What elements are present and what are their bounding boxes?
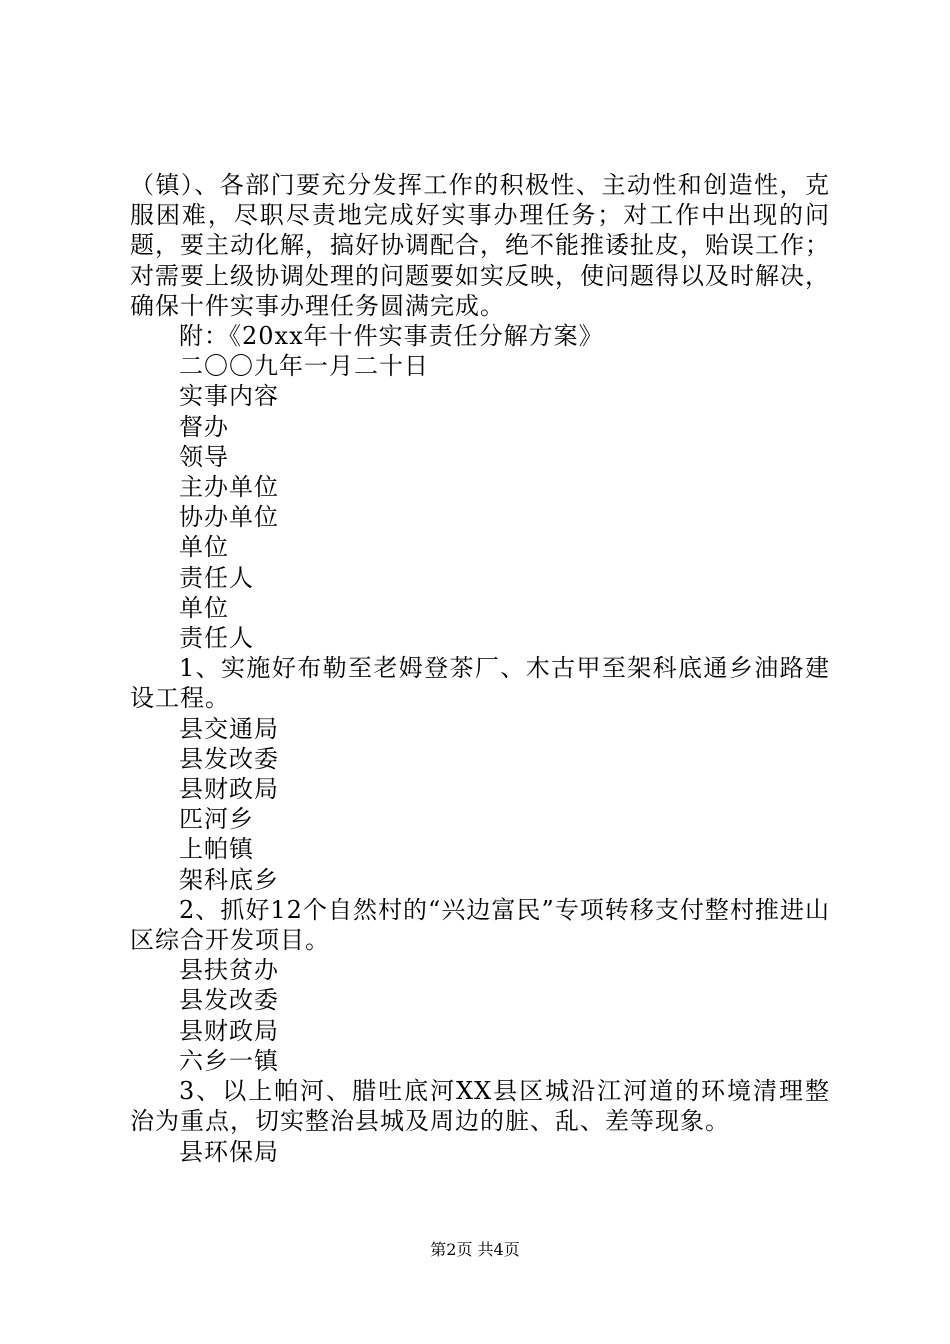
header-line: 督办 xyxy=(179,412,229,441)
unit-line: 县环保局 xyxy=(179,1137,279,1166)
header-line: 领导 xyxy=(179,442,229,471)
unit-line: 上帕镇 xyxy=(179,835,254,864)
unit-line: 县财政局 xyxy=(179,775,279,804)
item-3-text: 3、以上帕河、腊吐底河XX县区城沿江河道的环境清理整治为重点，切实整治县城及周边的脏、乱、差等现象。 xyxy=(130,1077,830,1136)
unit-line: 匹河乡 xyxy=(179,805,254,834)
header-line: 责任人 xyxy=(179,563,254,592)
paragraph-intro: （镇）、各部门要充分发挥工作的积极性、主动性和创造性，克服困难，尽职尽责地完成好实事办理任务；对工作中出现的问题，要主动化解，搞好协调配合，绝不能推诿扯皮，贻误工作；对需要上级协调处理的问题要如实反映，使问题得以及时解决，确保十件实事办理任务圆满完成。 xyxy=(130,171,830,320)
header-line: 协办单位 xyxy=(179,503,279,532)
unit-line: 县扶贫办 xyxy=(179,956,279,985)
header-line: 单位 xyxy=(179,533,229,562)
page-footer: 第2页 共4页 xyxy=(430,1240,520,1259)
header-line: 实事内容 xyxy=(179,382,279,411)
unit-line: 县财政局 xyxy=(179,1016,279,1045)
unit-line: 六乡一镇 xyxy=(179,1046,279,1075)
date-line: 二〇〇九年一月二十日 xyxy=(179,352,429,381)
unit-line: 县发改委 xyxy=(179,986,279,1015)
header-line: 单位 xyxy=(179,593,229,622)
unit-line: 架科底乡 xyxy=(179,865,279,894)
document-page xyxy=(130,170,830,1167)
header-line: 主办单位 xyxy=(179,473,279,502)
unit-line: 县交通局 xyxy=(179,714,279,743)
attachment-line: 附：《20xx年十件实事责任分解方案》 xyxy=(179,322,604,351)
item-2-text: 2、抓好12个自然村的“兴边富民”专项转移支付整村推进山区综合开发项目。 xyxy=(130,895,830,955)
header-line: 责任人 xyxy=(179,624,254,653)
item-1-text: 1、实施好布勒至老姆登茶厂、木古甲至架科底通乡油路建设工程。 xyxy=(130,654,830,713)
unit-line: 县发改委 xyxy=(179,744,279,773)
